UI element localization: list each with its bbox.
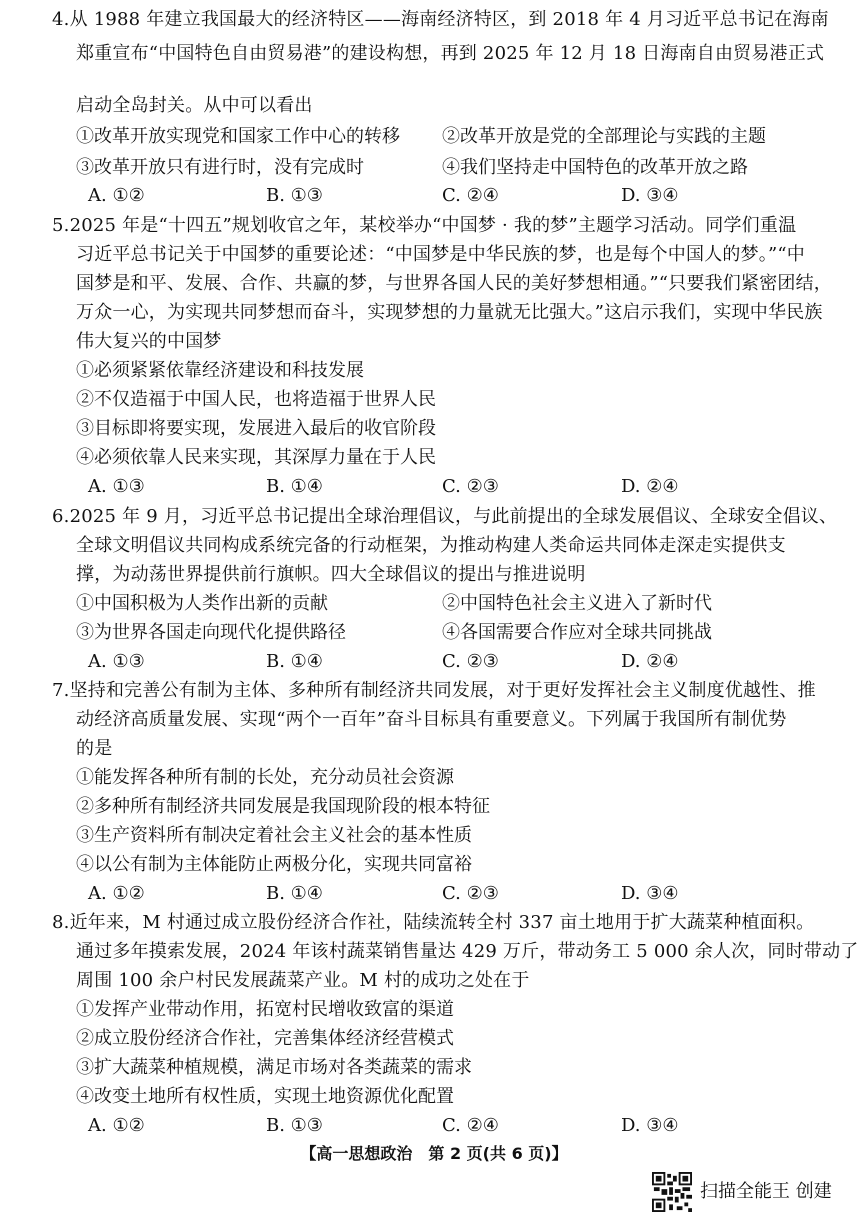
choice-b: B. ①③	[266, 1115, 323, 1136]
statement: ③扩大蔬菜种植规模，满足市场对各类蔬菜的需求	[76, 1057, 472, 1078]
statement: ④各国需要合作应对全球共同挑战	[442, 622, 712, 643]
question-stem-line: 伟大复兴的中国梦	[76, 331, 222, 352]
choice-b: B. ①④	[266, 476, 323, 497]
choice-d: D. ②④	[621, 476, 679, 497]
statement: ④改变土地所有权性质，实现土地资源优化配置	[76, 1086, 454, 1107]
question-stem-line: 全球文明倡议共同构成系统完备的行动框架，为推动构建人类命运共同体走深走实提供支	[76, 535, 786, 556]
statement: ③改革开放只有进行时，没有完成时	[76, 157, 364, 178]
statement: ④必须依靠人民来实现，其深厚力量在于人民	[76, 447, 436, 468]
question-stem-line: 的是	[76, 738, 113, 759]
statement: ④我们坚持走中国特色的改革开放之路	[442, 157, 748, 178]
watermark-text: 扫描全能王 创建	[700, 1181, 832, 1202]
scanner-watermark	[652, 1170, 862, 1214]
question-stem-line: 8.近年来，M 村通过成立股份经济合作社，陆续流转全村 337 亩土地用于扩大蔬菜种植面积。	[52, 912, 815, 933]
question-stem-line: 习近平总书记关于中国梦的重要论述：“中国梦是中华民族的梦，也是每个中国人的梦。”“中	[76, 244, 806, 265]
qr-code-icon	[652, 1172, 692, 1212]
question-stem-line: 撑，为动荡世界提供前行旗帜。四大全球倡议的提出与推进说明	[76, 564, 586, 585]
page-footer: 【高一思想政治 第 2 页(共 6 页)】	[300, 1144, 568, 1163]
choice-c: C. ②③	[442, 476, 499, 497]
choice-d: D. ③④	[621, 185, 679, 206]
choice-b: B. ①④	[266, 651, 323, 672]
choice-b: B. ①③	[266, 185, 323, 206]
question-stem-line: 通过多年摸索发展，2024 年该村蔬菜销售量达 429 万斤，带动务工 5 000 余人次，同时带动了	[76, 941, 859, 962]
statement: ③生产资料所有制决定着社会主义社会的基本性质	[76, 825, 472, 846]
choice-a: A. ①②	[88, 1115, 145, 1136]
choice-d: D. ③④	[621, 883, 679, 904]
statement: ②改革开放是党的全部理论与实践的主题	[442, 126, 766, 147]
choice-a: A. ①②	[88, 185, 145, 206]
question-stem-line: 周围 100 余户村民发展蔬菜产业。M 村的成功之处在于	[76, 970, 530, 991]
choice-c: C. ②③	[442, 651, 499, 672]
statement: ②成立股份经济合作社，完善集体经济经营模式	[76, 1028, 454, 1049]
choice-a: A. ①③	[88, 651, 145, 672]
statement: ①改革开放实现党和国家工作中心的转移	[76, 126, 400, 147]
choice-b: B. ①④	[266, 883, 323, 904]
choice-d: D. ③④	[621, 1115, 679, 1136]
question-stem-line: 6.2025 年 9 月，习近平总书记提出全球治理倡议，与此前提出的全球发展倡议、全球安全倡议、	[52, 506, 838, 527]
statement: ②中国特色社会主义进入了新时代	[442, 593, 712, 614]
statement: ②多种所有制经济共同发展是我国现阶段的根本特征	[76, 796, 490, 817]
question-stem-line: 7.坚持和完善公有制为主体、多种所有制经济共同发展，对于更好发挥社会主义制度优越性、推	[52, 680, 816, 701]
choice-c: C. ②④	[442, 1115, 499, 1136]
statement: ②不仅造福于中国人民，也将造福于世界人民	[76, 389, 436, 410]
question-stem-line: 国梦是和平、发展、合作、共赢的梦，与世界各国人民的美好梦想相通。”“只要我们紧密团结，	[76, 273, 832, 294]
choice-d: D. ②④	[621, 651, 679, 672]
choice-c: C. ②④	[442, 185, 499, 206]
statement: ④以公有制为主体能防止两极分化，实现共同富裕	[76, 854, 472, 875]
choice-c: C. ②③	[442, 883, 499, 904]
question-stem-line: 动经济高质量发展、实现“两个一百年”奋斗目标具有重要意义。下列属于我国所有制优势	[76, 709, 787, 730]
choice-a: A. ①②	[88, 883, 145, 904]
statement: ③目标即将要实现，发展进入最后的收官阶段	[76, 418, 436, 439]
statement: ①能发挥各种所有制的长处，充分动员社会资源	[76, 767, 454, 788]
choice-a: A. ①③	[88, 476, 145, 497]
statement: ①必须紧紧依靠经济建设和科技发展	[76, 360, 364, 381]
question-stem-line: 4.从 1988 年建立我国最大的经济特区——海南经济特区，到 2018 年 4 月习近平总书记在海南	[52, 9, 829, 30]
question-stem-line: 万众一心，为实现共同梦想而奋斗，实现梦想的力量就无比强大。”这启示我们，实现中华民族	[76, 302, 823, 323]
question-stem-line: 5.2025 年是“十四五”规划收官之年，某校举办“中国梦 · 我的梦”主题学习活动。同学们重温	[52, 215, 797, 236]
statement: ①发挥产业带动作用，拓宽村民增收致富的渠道	[76, 999, 454, 1020]
statement: ③为世界各国走向现代化提供路径	[76, 622, 346, 643]
question-stem-line: 郑重宣布“中国特色自由贸易港”的建设构想，再到 2025 年 12 月 18 日海南自由贸易港正式	[76, 43, 825, 64]
question-stem-line: 启动全岛封关。从中可以看出	[76, 95, 313, 116]
statement: ①中国积极为人类作出新的贡献	[76, 593, 328, 614]
